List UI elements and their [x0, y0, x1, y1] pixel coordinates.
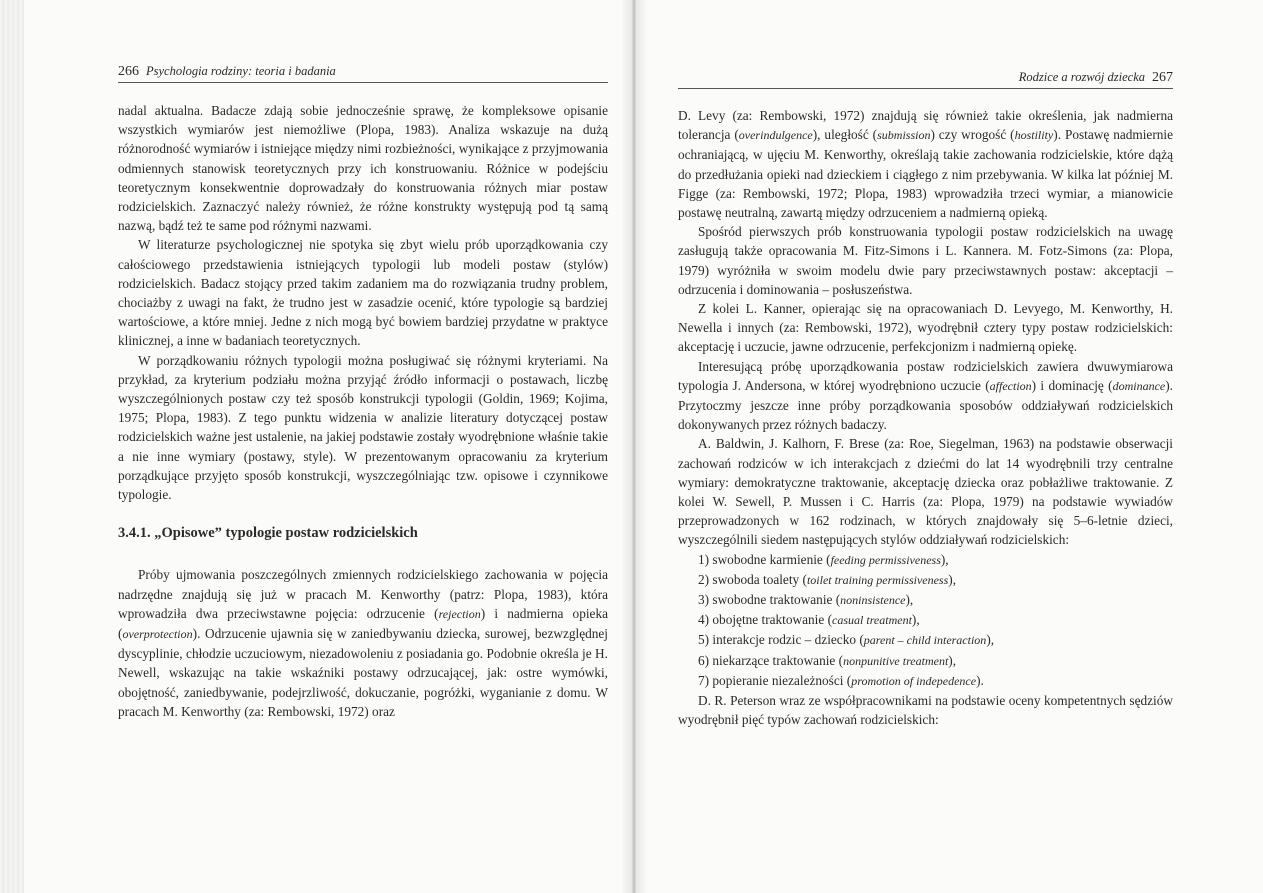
paragraph: D. R. Peterson wraz ze współpracownikami na podstawie oceny kompetentnych sędziów wyodrębnił pięć typów zachowań rodzicielskich: — [678, 693, 1173, 728]
page-number: 267 — [1152, 70, 1173, 85]
page-stack-edge — [0, 0, 24, 893]
english-term: submission — [877, 128, 931, 143]
page-number: 266 — [118, 64, 139, 79]
paragraph: Interesującą próbę uporządkowania postaw rodzicielskich zawiera dwuwymiarowa typologia J. Andersona, w której wyodrębniono uczucie (affection) i dominację (dominance). Przytoczmy jeszcze inne próby porządkowania sposobów oddziaływań rodzicielskich dokonywanych przez różnych badaczy. — [678, 358, 1174, 433]
left-running-head — [118, 60, 608, 83]
english-term: toilet training permissiveness — [806, 572, 949, 587]
english-term: overprotection — [122, 627, 193, 642]
english-term: nonpunitive treatment — [843, 653, 949, 668]
book-gutter — [622, 0, 646, 893]
list-item: 4) obojętne traktowanie (casual treatment), — [698, 612, 920, 628]
english-term: parent – child interaction — [863, 633, 987, 648]
paragraph: Spośród pierwszych prób konstruowania typologii postaw rodzicielskich na uwagę zasługują także opracowania M. Fitz-Simons i L. Kannera. M. Fotz-Simons (za: Plopa, 1979) wyróżniła w swoim modelu dwie pary przeciwstawnych postaw: akceptacji – odrzucenia i dominowania – posłuszeństwa. — [678, 224, 1173, 297]
english-term: promotion of indepedence — [851, 673, 977, 688]
running-title: Psychologia rodziny: teoria i badania — [146, 64, 336, 78]
list-item: 6) niekarzące traktowanie (nonpunitive treatment), — [698, 652, 957, 668]
paragraph: W porządkowaniu różnych typologii można posługiwać się różnymi kryteriami. Na przykład, za kryterium podziału można przyjąć źródło informacji o postawach, liczbę wyszczególnionych postaw czy też sposób konstrukcji typologii (Goldin, 1969; Kojima, 1975; Plopa, 1983). Z tego punktu widzenia w analizie literatury dotyczącej postaw rodzicielskich ważne jest ustalenie, na jakiej podstawie zostały wyodrębnione właśnie takie a nie inne wymiary (postawy, style). W prezentowanym opracowaniu za kryterium porządkujące przyjęto sposób konstrukcji, wyszczególniając tzw. opisowe i czynnikowe typologie. — [118, 352, 608, 503]
left-body — [118, 101, 608, 721]
list-item: 2) swoboda toalety (toilet training permissiveness), — [698, 571, 957, 587]
right-body — [678, 106, 1173, 730]
english-term: overindulgence — [738, 128, 813, 143]
english-term: dominance — [1112, 378, 1166, 393]
english-term: noninsistence — [840, 593, 906, 608]
paragraph: Z kolei L. Kanner, opierając się na opracowaniach D. Levyego, M. Kenworthy, H. Newella i innych (za: Rembowski, 1972), wyodrębnił cztery typy postaw rodzicielskich: akceptację i uczucie, jawne odrzucenie, perfekcjonizm i nadmierną opiekę. — [678, 301, 1173, 355]
english-term: affection — [989, 378, 1032, 393]
english-term: casual treatment — [832, 613, 912, 628]
right-page — [678, 0, 1173, 893]
list-item: 1) swobodne karmienie (feeding permissiveness), — [698, 551, 949, 567]
paragraph: W literaturze psychologicznej nie spotyka się zbyt wielu prób uporządkowania czy całościowego przedstawienia istniejących typologii lub modeli postaw (stylów) rodzicielskich. Badacz stojący przed takim zadaniem ma do rozwiązania trudny problem, chociażby z uwagi na fakt, że trudno jest w zasadzie ocenić, które typologie są bardziej wartościowe, a które mniej. Jedne z nich mogą być bowiem bardziej przydatne w praktyce klinicznej, a inne w badaniach teoretycznych. — [118, 237, 608, 349]
section-heading: 3.4.1. „Opisowe” typologie postaw rodzicielskich — [118, 525, 418, 542]
right-running-head — [678, 66, 1173, 89]
paragraph: nadal aktualna. Badacze zdają sobie jednocześnie sprawę, że kompleksowe opisanie wszystkich wymiarów jest niemożliwe (Plopa, 1983). Analiza wskazuje na dużą różnorodność wymiarów i istniejące między nimi rozbieżności, wynikające z przyjmowania odmiennych stanowisk teoretycznych przy ich konstruowaniu. Różnice w podejściu teoretycznym konsekwentnie doprowadzały do konstruowania różnych miar postaw rodzicielskich. Zaznaczyć należy również, że różne konstrukty występują pod tą samą nazwą, bądź też te same pod różnymi nazwami. — [118, 103, 608, 234]
paragraph: D. Levy (za: Rembowski, 1972) znajdują się również takie określenia, jak nadmierna tolerancja (overindulgence), uległość (submission) czy wrogość (hostility). Postawę nadmiernie ochraniającą, w ujęciu M. Kenworthy, określają takie zachowania rodzicielskie, które dążą do przedłużania opieki nad dzieckiem i ciągłego z nim przebywania. W kilka lat później M. Figge (za: Rembowski, 1972; Plopa, 1983) wprowadziła trzeci wymiar, a mianowicie postawę neutralną, zawartą między odrzuceniem a nadmierną opieką. — [678, 108, 1173, 221]
running-title: Rodzice a rozwój dziecka — [1018, 70, 1145, 84]
paragraph: A. Baldwin, J. Kalhorn, F. Brese (za: Roe, Siegelman, 1963) na podstawie obserwacji zachowań rodziców w ich interakcjach z dziećmi do lat 14 wyodrębnili trzy centralne wymiary: demokratyczne traktowanie, akceptację dziecka oraz pobłażliwe traktowanie. Z kolei W. Sewell, P. Mussen i C. Harris (za: Plopa, 1979) na podstawie wywiadów przeprowadzonych w 162 rodzinach, w których znajdowały się 5–6-letnie dzieci, wyszczególnili siedem następujących stylów oddziaływań rodzicielskich: — [678, 436, 1173, 548]
styles-list — [678, 550, 1173, 691]
left-page — [118, 0, 608, 893]
english-term: rejection — [438, 606, 481, 621]
list-item: 5) interakcje rodzic – dziecko (parent – child interaction), — [698, 632, 995, 648]
english-term: hostility — [1014, 128, 1054, 143]
english-term: feeding permissiveness — [830, 552, 941, 567]
paragraph: Próby ujmowania poszczególnych zmiennych rodzicielskiego zachowania w pojęcia nadrzędne znajdują się już w pracach M. Kenworthy (patrz: Plopa, 1983), która wprowadziła dwa przeciwstawne pojęcia: odrzucenie (rejection) i nadmierna opieka (overprotection). Odrzucenie ujawnia się w zaniedbywaniu dziecka, surowej, bezwzględnej dyscyplinie, chłodzie uczuciowym, niezadowoleniu z posiadania go. Podobnie określa je H. Newell, wskazując na takie wskaźniki postawy odrzucającej, jak: ostre wymówki, obojętność, zaniedbywanie, podejrzliwość, dokuczanie, pogróżki, wyganianie z domu. W pracach M. Kenworthy (za: Rembowski, 1972) oraz — [118, 567, 608, 719]
list-item: 3) swobodne traktowanie (noninsistence), — [698, 592, 914, 608]
list-item: 7) popieranie niezależności (promotion of indepedence). — [698, 672, 984, 688]
